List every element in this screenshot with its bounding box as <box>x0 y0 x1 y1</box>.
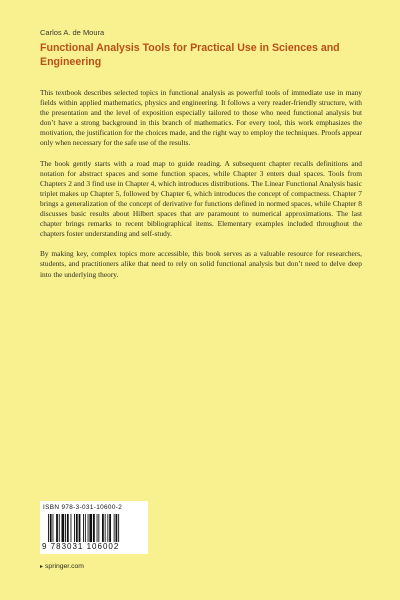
barcode-bar <box>79 514 81 542</box>
barcode-bar <box>62 514 65 542</box>
barcode-block <box>40 501 148 554</box>
barcode-bar <box>71 514 72 542</box>
author-name: Carlos A. de Moura <box>40 28 105 37</box>
barcode-bar <box>118 514 119 542</box>
barcode-bar <box>67 514 69 542</box>
publisher-url: springer.com <box>45 563 84 570</box>
isbn-label: ISBN 978-3-031-10600-2 <box>43 504 123 511</box>
barcode-bar <box>74 514 75 542</box>
barcode-bar <box>109 514 111 542</box>
barcode-bar <box>65 514 66 542</box>
barcode-bar <box>53 514 54 542</box>
barcode-number: 9 783031 106002 <box>42 542 120 551</box>
barcode-bar <box>102 514 104 542</box>
barcode-bar <box>88 514 89 542</box>
book-title: Functional Analysis Tools for Practical Use in Sciences and Engineering <box>40 42 340 68</box>
barcode-bar <box>76 514 78 542</box>
barcode-bar <box>107 514 108 542</box>
description-paragraph: By making key, complex topics more accessible, this book serves as a valuable resource for researchers, students, and practitioners alike that need to rely on solid functional analysis but don’t need to delve deep into the underlying theory. <box>40 249 362 279</box>
barcode-bar <box>85 514 86 542</box>
description <box>40 88 362 290</box>
barcode-bar <box>105 514 106 542</box>
barcode-icon <box>48 514 140 542</box>
description-paragraph: This textbook describes selected topics in functional analysis as powerful tools of immediate use in many fields within applied mathematics, physics and engineering. It follows a very reader-friendly structure, with the presentation and the level of exposition especially tailored to those who need functional analysis but don’t have a strong background in this branch of mathematics. For every tool, this work emphasizes the motivation, the justification for the choices made, and the right way to employ the techniques. Proofs appear only when necessary for the safe use of the results. <box>40 88 362 148</box>
barcode-bar <box>56 514 58 542</box>
barcode-bar <box>50 514 52 542</box>
description-paragraph: The book gently starts with a road map to guide reading. A subsequent chapter recalls definitions and notation for abstract spaces and some function spaces, while Chapter 3 enters dual spaces. Tools from Chapters 2 and 3 find use in Chapter 4, which introduces distributions. The Linear Functional Analysis basic triplet makes up Chapter 5, followed by Chapter 6, which introduces the concept of compactness. Chapter 7 brings a generalization of the concept of derivative for functions defined in normed spaces, while Chapter 8 discusses basic results about Hilbert spaces that are paramount to numerical approximations. The last chapter brings remarks to recent bibliographical items. Elementary examples included throughout the chapters foster understanding and self-study. <box>40 158 362 239</box>
barcode-bar <box>83 514 84 542</box>
barcode-bar <box>48 514 49 542</box>
barcode-bar <box>59 514 60 542</box>
barcode-bar <box>114 514 115 542</box>
barcode-bar <box>93 514 95 542</box>
publisher-link[interactable] <box>40 563 84 570</box>
barcode-bar <box>97 514 98 542</box>
arrow-right-icon: ▸ <box>40 564 44 570</box>
barcode-bar <box>116 514 118 542</box>
barcode-bar <box>89 514 92 542</box>
barcode-bar <box>98 514 99 542</box>
